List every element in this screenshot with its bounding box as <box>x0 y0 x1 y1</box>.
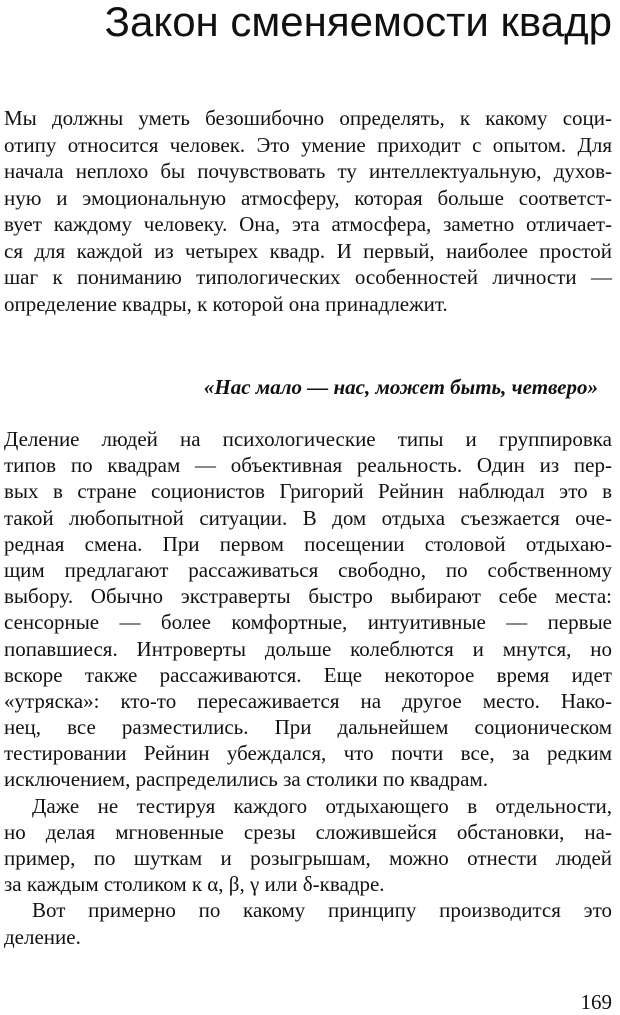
text-line: пример, по шуткам и розыгрышам, можно отнести людей <box>4 846 612 870</box>
chapter-title: Закон сменяемости квадр <box>104 0 612 45</box>
text-line: нец, все разместились. При дальнейшем соционическом <box>4 715 612 740</box>
text-line: исключением, распределились за столики по квадрам. <box>4 767 489 792</box>
intro-paragraph <box>4 105 612 317</box>
text-line: «утряска»: кто-то пересаживается на другое место. Нако- <box>4 688 612 713</box>
text-line: сенсорные — более комфортные, интуитивные — первые <box>4 610 612 635</box>
text-line: попавшиеся. Интроверты дольше колеблются и мнутся, но <box>4 636 612 661</box>
text-line: ся для каждой из четырех квадр. И первый, наиболее простой <box>4 238 612 263</box>
text-line: Даже не тестируя каждого отдыхающего в отдельности, <box>32 793 612 818</box>
text-line: деление. <box>4 924 81 949</box>
text-line: но делая мгновенные срезы сложившейся обстановки, на- <box>4 819 612 844</box>
text-line: определение квадры, к которой она принадлежит. <box>4 291 448 316</box>
section-subheading: «Нас мало — нас, может быть, четверо» <box>203 375 598 399</box>
text-line: тестировании Рейнин убеждался, что почти все, за редким <box>4 741 612 766</box>
text-line: шаг к пониманию типологических особенностей личности — <box>4 265 612 289</box>
text-line: Деление людей на психологические типы и группировка <box>4 427 612 451</box>
text-line: вскоре также рассаживаются. Еще некоторое время идет <box>4 662 612 687</box>
body-text <box>4 426 612 950</box>
text-line: вует каждому человеку. Она, эта атмосфера, заметно отличает- <box>4 212 612 236</box>
text-line: отипу относится человек. Это умение приходит с опытом. Для <box>4 132 612 157</box>
text-line: такой любопытной ситуации. В дом отдыха съезжается оче- <box>4 505 612 530</box>
text-line: начала неплохо бы почувствовать ту интеллектуальную, духов- <box>4 159 612 183</box>
text-line: щим предлагают рассаживаться свободно, по собственному <box>4 557 612 582</box>
text-line: вых в стране соционистов Григорий Рейнин наблюдал это в <box>4 479 612 504</box>
text-line: Мы должны уметь безошибочно определять, к какому соци- <box>4 106 612 130</box>
text-line: редная смена. При первом посещении столовой отдыхаю- <box>4 531 612 556</box>
page-number: 169 <box>580 990 612 1014</box>
text-line: ную и эмоциональную атмосферу, которая больше соответст- <box>4 185 612 210</box>
text-line: Вот примерно по какому принципу производится это <box>32 898 612 923</box>
text-line: выбору. Обычно экстраверты быстро выбирают себе места: <box>4 584 612 609</box>
text-line: за каждым столиком к α, β, γ или δ-квадре. <box>4 872 385 897</box>
text-line: типов по квадрам — объективная реальность. Один из пер- <box>4 453 612 478</box>
